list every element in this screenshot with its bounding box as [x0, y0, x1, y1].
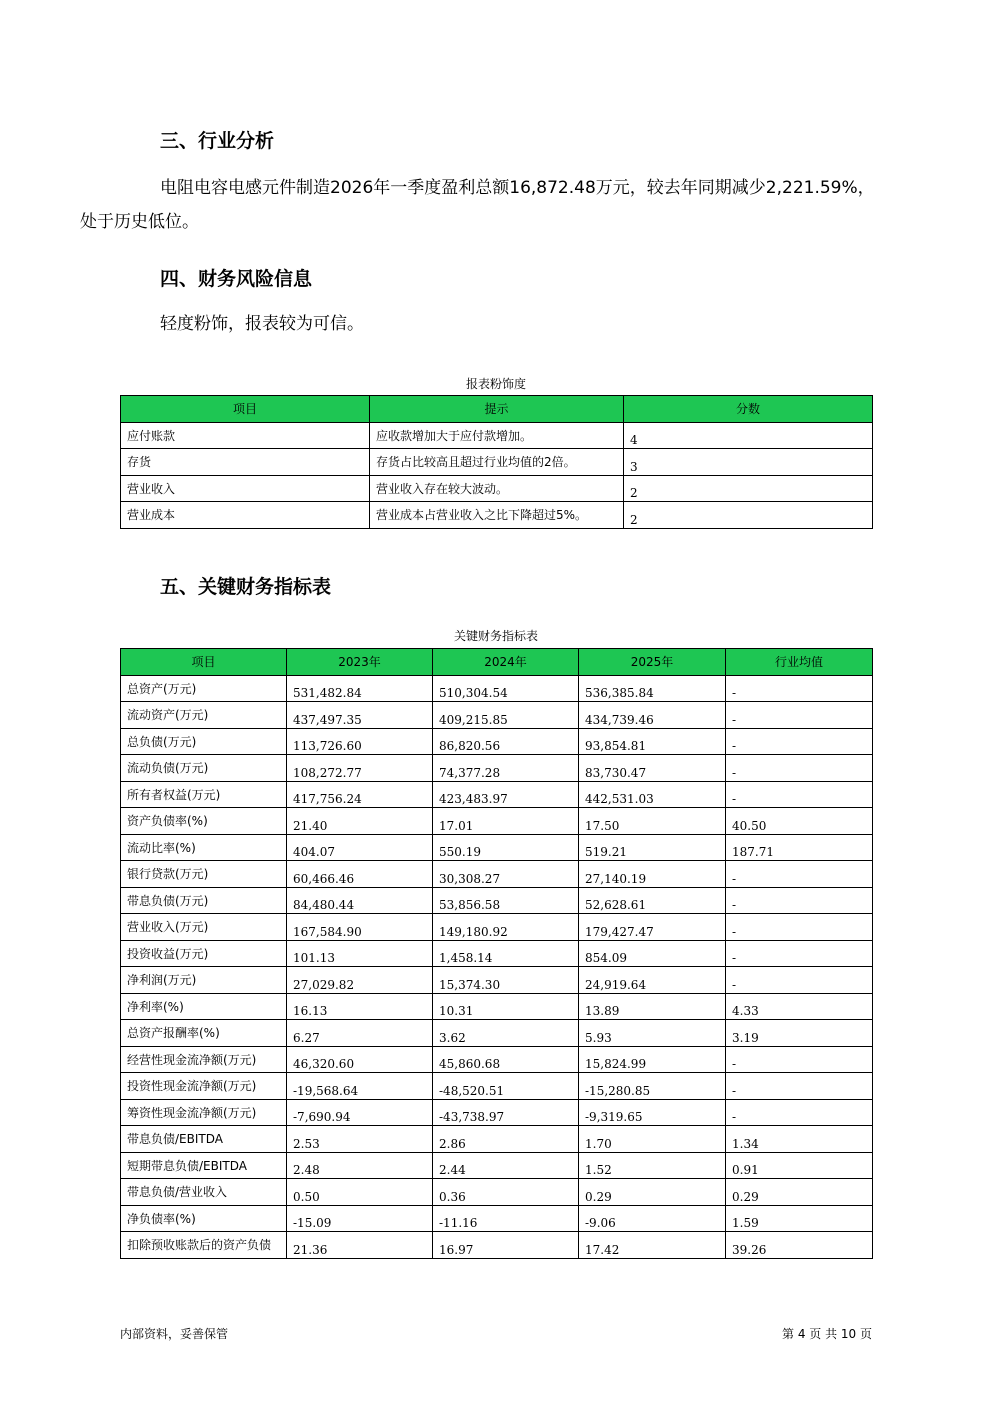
table-row	[121, 861, 873, 888]
table-cell: -	[726, 1046, 873, 1073]
table-cell: 0.29	[579, 1179, 726, 1206]
table-cell: 资产负债率(%)	[121, 808, 287, 835]
table-row	[121, 1020, 873, 1047]
table-cell: 1.34	[726, 1126, 873, 1153]
table-cell: 74,377.28	[433, 755, 579, 782]
table-cell: 总资产(万元)	[121, 675, 287, 702]
table-cell: 409,215.85	[433, 702, 579, 729]
table-cell: 434,739.46	[579, 702, 726, 729]
table-cell: 510,304.54	[433, 675, 579, 702]
table-cell: 2	[624, 475, 873, 502]
table-cell: -	[726, 755, 873, 782]
table-cell: 101.13	[287, 940, 433, 967]
table-cell: 46,320.60	[287, 1046, 433, 1073]
table-cell: 2.53	[287, 1126, 433, 1153]
table-row	[121, 914, 873, 941]
table-cell: 1,458.14	[433, 940, 579, 967]
table-cell: 21.36	[287, 1232, 433, 1259]
table-row	[121, 967, 873, 994]
table-row	[121, 1232, 873, 1259]
table-cell: 4	[624, 422, 873, 449]
table-row	[121, 1179, 873, 1206]
table-cell: -	[726, 1073, 873, 1100]
table-row	[121, 1099, 873, 1126]
table-cell: 187.71	[726, 834, 873, 861]
table-cell: 86,820.56	[433, 728, 579, 755]
table-cell: 总资产报酬率(%)	[121, 1020, 287, 1047]
table-cell: 60,466.46	[287, 861, 433, 888]
header-cell: 项目	[121, 396, 370, 423]
header-cell: 2025年	[579, 649, 726, 676]
table-cell: 净负债率(%)	[121, 1205, 287, 1232]
section3-line1: 电阻电容电感元件制造2026年一季度盈利总额16,872.48万元，较去年同期减少2,221.59%，	[160, 178, 875, 198]
table-cell: 流动资产(万元)	[121, 702, 287, 729]
table-cell: 15,374.30	[433, 967, 579, 994]
table-cell: -7,690.94	[287, 1099, 433, 1126]
table-row	[121, 887, 873, 914]
table-cell: 17.01	[433, 808, 579, 835]
table-cell: 银行贷款(万元)	[121, 861, 287, 888]
table-row	[121, 702, 873, 729]
table-cell: 423,483.97	[433, 781, 579, 808]
table-cell: 净利率(%)	[121, 993, 287, 1020]
table-cell: 442,531.03	[579, 781, 726, 808]
footer-page-number: 第 4 页 共 10 页	[782, 1327, 872, 1341]
table-cell: 113,726.60	[287, 728, 433, 755]
table-header-row	[121, 396, 873, 423]
table-cell: 2.44	[433, 1152, 579, 1179]
table-cell: 应付账款	[121, 422, 370, 449]
table-cell: 扣除预收账款后的资产负债	[121, 1232, 287, 1259]
section3-paragraph	[80, 171, 875, 239]
table-cell: 营业成本占营业收入之比下降超过5%。	[370, 502, 624, 529]
section3-line2: 处于历史低位。	[80, 212, 199, 232]
table-cell: 52,628.61	[579, 887, 726, 914]
table-row	[121, 1073, 873, 1100]
table-row	[121, 1046, 873, 1073]
table-cell: 0.50	[287, 1179, 433, 1206]
table-cell: -	[726, 781, 873, 808]
table-cell: -	[726, 967, 873, 994]
table-cell: 营业收入(万元)	[121, 914, 287, 941]
header-cell: 提示	[370, 396, 624, 423]
header-cell: 行业均值	[726, 649, 873, 676]
table-row	[121, 993, 873, 1020]
table-cell: 流动比率(%)	[121, 834, 287, 861]
table-cell: 总负债(万元)	[121, 728, 287, 755]
table-cell: -	[726, 1099, 873, 1126]
table-cell: -15,280.85	[579, 1073, 726, 1100]
table-cell: 2.86	[433, 1126, 579, 1153]
table-cell: 17.50	[579, 808, 726, 835]
table-cell: 营业成本	[121, 502, 370, 529]
table-row	[121, 422, 873, 449]
table-cell: 15,824.99	[579, 1046, 726, 1073]
table-cell: 存货占比较高且超过行业均值的2倍。	[370, 449, 624, 476]
table-cell: 10.31	[433, 993, 579, 1020]
header-cell: 项目	[121, 649, 287, 676]
section5-heading: 五、关键财务指标表	[160, 576, 332, 598]
table-row	[121, 502, 873, 529]
table-cell: 2.48	[287, 1152, 433, 1179]
table-cell: 45,860.68	[433, 1046, 579, 1073]
table-cell: 27,140.19	[579, 861, 726, 888]
table-cell: 53,856.58	[433, 887, 579, 914]
table-cell: 带息负债/EBITDA	[121, 1126, 287, 1153]
table-cell: 存货	[121, 449, 370, 476]
key-financial-indicators-table	[120, 648, 873, 1259]
table-cell: -	[726, 675, 873, 702]
table-cell: 2	[624, 502, 873, 529]
table-cell: 1.70	[579, 1126, 726, 1153]
table-row	[121, 781, 873, 808]
table-row	[121, 475, 873, 502]
table-cell: 3.19	[726, 1020, 873, 1047]
table-row	[121, 1205, 873, 1232]
table-cell: 30,308.27	[433, 861, 579, 888]
section4-heading: 四、财务风险信息	[160, 268, 313, 290]
table1-caption: 报表粉饰度	[465, 377, 526, 391]
table-cell: 经营性现金流净额(万元)	[121, 1046, 287, 1073]
table-cell: 0.36	[433, 1179, 579, 1206]
table-cell: 带息负债/营业收入	[121, 1179, 287, 1206]
table-cell: 84,480.44	[287, 887, 433, 914]
table-row	[121, 1126, 873, 1153]
table-cell: 167,584.90	[287, 914, 433, 941]
section4-paragraph: 轻度粉饰，报表较为可信。	[160, 314, 364, 334]
table-cell: -43,738.97	[433, 1099, 579, 1126]
table-cell: 营业收入	[121, 475, 370, 502]
table-cell: 4.33	[726, 993, 873, 1020]
table-cell: 0.91	[726, 1152, 873, 1179]
table-header-row	[121, 649, 873, 676]
table-cell: -9,319.65	[579, 1099, 726, 1126]
table-cell: 536,385.84	[579, 675, 726, 702]
header-cell: 2023年	[287, 649, 433, 676]
table-cell: 净利润(万元)	[121, 967, 287, 994]
table-row	[121, 834, 873, 861]
table-row	[121, 808, 873, 835]
table-cell: 854.09	[579, 940, 726, 967]
table-cell: -11.16	[433, 1205, 579, 1232]
table-cell: 404.07	[287, 834, 433, 861]
table-cell: 1.52	[579, 1152, 726, 1179]
table-cell: 16.13	[287, 993, 433, 1020]
table-cell: 短期带息负债/EBITDA	[121, 1152, 287, 1179]
table-cell: -	[726, 861, 873, 888]
table-cell: 3.62	[433, 1020, 579, 1047]
section3-heading: 三、行业分析	[160, 130, 275, 152]
table-cell: -	[726, 940, 873, 967]
table-cell: -19,568.64	[287, 1073, 433, 1100]
table2-caption: 关键财务指标表	[453, 629, 538, 643]
table-cell: 93,854.81	[579, 728, 726, 755]
table-cell: 149,180.92	[433, 914, 579, 941]
table-cell: 40.50	[726, 808, 873, 835]
table-cell: 所有者权益(万元)	[121, 781, 287, 808]
table-row	[121, 755, 873, 782]
table-cell: 营业收入存在较大波动。	[370, 475, 624, 502]
table-row	[121, 449, 873, 476]
table-cell: 筹资性现金流净额(万元)	[121, 1099, 287, 1126]
table-cell: 24,919.64	[579, 967, 726, 994]
table-cell: 16.97	[433, 1232, 579, 1259]
table-cell: -	[726, 887, 873, 914]
table-cell: 3	[624, 449, 873, 476]
table-row	[121, 1152, 873, 1179]
table-cell: 13.89	[579, 993, 726, 1020]
table-cell: 17.42	[579, 1232, 726, 1259]
table-cell: 投资收益(万元)	[121, 940, 287, 967]
table-cell: 应收款增加大于应付款增加。	[370, 422, 624, 449]
table-cell: -9.06	[579, 1205, 726, 1232]
window-dressing-table	[120, 395, 873, 529]
footer-confidential: 内部资料，妥善保管	[120, 1327, 229, 1341]
table-cell: 437,497.35	[287, 702, 433, 729]
table-row	[121, 675, 873, 702]
table-cell: 6.27	[287, 1020, 433, 1047]
header-cell: 2024年	[433, 649, 579, 676]
table-cell: 83,730.47	[579, 755, 726, 782]
table-cell: 27,029.82	[287, 967, 433, 994]
table-cell: -	[726, 728, 873, 755]
table-cell: 39.26	[726, 1232, 873, 1259]
table-cell: 带息负债(万元)	[121, 887, 287, 914]
table-cell: 流动负债(万元)	[121, 755, 287, 782]
table-cell: -15.09	[287, 1205, 433, 1232]
header-cell: 分数	[624, 396, 873, 423]
table-cell: -48,520.51	[433, 1073, 579, 1100]
table-row	[121, 728, 873, 755]
table-cell: 550.19	[433, 834, 579, 861]
table-row	[121, 940, 873, 967]
table-cell: 179,427.47	[579, 914, 726, 941]
table-cell: -	[726, 702, 873, 729]
table-cell: 1.59	[726, 1205, 873, 1232]
table-cell: -	[726, 914, 873, 941]
table-cell: 108,272.77	[287, 755, 433, 782]
table-cell: 5.93	[579, 1020, 726, 1047]
table-cell: 519.21	[579, 834, 726, 861]
table-cell: 531,482.84	[287, 675, 433, 702]
table-cell: 417,756.24	[287, 781, 433, 808]
table-cell: 21.40	[287, 808, 433, 835]
table-cell: 投资性现金流净额(万元)	[121, 1073, 287, 1100]
table-cell: 0.29	[726, 1179, 873, 1206]
